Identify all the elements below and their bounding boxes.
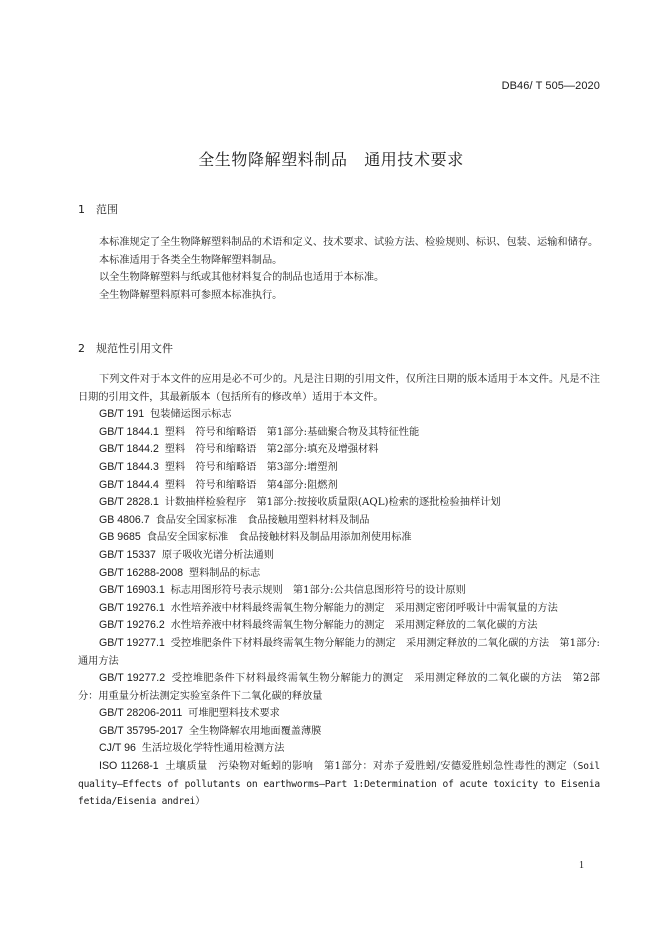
section-title: 范围: [96, 203, 118, 216]
reference-item: [78, 565, 600, 583]
reference-item: [78, 477, 600, 495]
document-title: 全生物降解塑料制品 通用技术要求: [198, 150, 464, 169]
section-number: 1: [78, 203, 85, 216]
reference-code: GB/T 1844.2: [99, 443, 159, 456]
reference-title: 原子吸收光谱分析法通则: [161, 549, 274, 561]
reference-item: [78, 406, 600, 424]
reference-title: 生活垃圾化学特性通用检测方法: [141, 743, 285, 755]
reference-code: GB 9685: [99, 531, 141, 544]
reference-title: 塑料制品的标志: [188, 567, 261, 579]
paragraph: 下列文件对于本文件的应用是必不可少的。凡是注日期的引用文件，仅所注日期的版本适用于本文件。凡是不注日期的引用文件，其最新版本（包括所有的修改单）适用于本文件。: [78, 374, 600, 403]
reference-title: 塑料 符号和缩略语 第3部分:增塑剂: [164, 461, 338, 473]
section-number: 2: [78, 342, 85, 355]
reference-title: 塑料 符号和缩略语 第2部分:填充及增强材料: [164, 444, 379, 456]
paragraph: 本标准适用于各类全生物降解塑料制品。: [99, 254, 283, 266]
reference-code: GB/T 19276.1: [99, 601, 165, 614]
reference-title: 水性培养液中材料最终需氧生物分解能力的测定 采用测定密闭呼吸计中需氧量的方法: [170, 602, 558, 614]
reference-title: 包装储运图示标志: [150, 409, 232, 421]
reference-code: GB/T 16288-2008: [99, 566, 184, 579]
reference-title: 标志用图形符号表示规则 第1部分:公共信息图形符号的设计原则: [170, 585, 466, 597]
reference-title: 受控堆肥条件下材料最终需氧生物分解能力的测定 采用测定释放的二氧化碳的方法 第2部分：用重量分析法测定实验室条件下二氧化碳的释放量: [78, 673, 600, 702]
reference-code: GB/T 28206-2011: [99, 707, 183, 720]
reference-item: [78, 600, 600, 618]
reference-code: GB/T 191: [99, 408, 145, 421]
section-title: 规范性引用文件: [96, 342, 173, 355]
reference-item: [78, 635, 600, 670]
page-number: 1: [579, 860, 584, 871]
section-1-body: [78, 234, 600, 304]
reference-title-close: ）: [195, 796, 206, 808]
reference-title: 食品安全国家标准 食品接触材料及制品用添加剂使用标准: [146, 532, 412, 544]
reference-item: [78, 670, 600, 705]
reference-item: [78, 582, 600, 600]
reference-item: [78, 424, 600, 442]
reference-item: [78, 705, 600, 723]
reference-title: 水性培养液中材料最终需氧生物分解能力的测定 采用测定释放的二氧化碳的方法: [170, 620, 538, 632]
paragraph: 全生物降解塑料原料可参照本标准执行。: [99, 289, 283, 301]
reference-code: GB/T 2828.1: [99, 496, 159, 509]
reference-title: 塑料 符号和缩略语 第4部分:阻燃剂: [164, 479, 338, 491]
section-2-body: [78, 371, 600, 811]
reference-title: 食品安全国家标准 食品接触用塑料材料及制品: [155, 514, 370, 526]
reference-item: [78, 529, 600, 547]
reference-item: [78, 547, 600, 565]
reference-title: 可堆肥塑料技术要求: [188, 708, 280, 720]
reference-code: GB/T 1844.4: [99, 478, 159, 491]
reference-item: [78, 740, 600, 758]
paragraph: 本标准规定了全生物降解塑料制品的术语和定义、技术要求、试验方法、检验规则、标识、包装、运输和储存。: [99, 237, 599, 248]
document-code: DB46/ T 505—2020: [501, 80, 600, 92]
reference-code: GB/T 1844.3: [99, 460, 159, 473]
reference-code: GB/T 19277.2: [99, 672, 166, 685]
reference-item: [78, 758, 600, 811]
reference-code: CJ/T 96: [99, 742, 136, 755]
reference-code: GB/T 19277.1: [99, 636, 165, 649]
reference-code: GB/T 1844.1: [99, 425, 159, 438]
paragraph: 以全生物降解塑料与纸或其他材料复合的制品也适用于本标准。: [99, 272, 385, 284]
reference-list: [78, 406, 600, 811]
section-1-heading: [78, 201, 118, 217]
reference-code: GB/T 15337: [99, 548, 156, 561]
reference-title: 塑料 符号和缩略语 第1部分:基础聚合物及其特征性能: [164, 426, 420, 438]
reference-item: [78, 441, 600, 459]
reference-title: 计数抽样检验程序 第1部分:按接收质量限(AQL)检索的逐批检验抽样计划: [164, 497, 501, 509]
reference-code: GB/T 19276.2: [99, 619, 165, 632]
reference-title: 全生物降解农用地面覆盖薄膜: [188, 725, 322, 737]
reference-item: [78, 617, 600, 635]
reference-item: [78, 459, 600, 477]
reference-title: 受控堆肥条件下材料最终需氧生物分解能力的测定 采用测定释放的二氧化碳的方法 第1部分:通用方法: [78, 637, 600, 667]
reference-item: [78, 723, 600, 741]
reference-code: ISO 11268-1: [99, 760, 159, 773]
reference-item: [78, 494, 600, 512]
reference-title-english: Soil quality—Effects of pollutants on earthworms—Part 1:Determination of acute toxicity to Eisenia fetida/Eisenia andrei: [78, 761, 600, 808]
section-2-heading: [78, 340, 173, 356]
reference-code: GB 4806.7: [99, 513, 150, 526]
reference-item: [78, 512, 600, 530]
reference-code: GB/T 35795-2017: [99, 724, 184, 737]
reference-code: GB/T 16903.1: [99, 584, 165, 597]
reference-title: 土壤质量 污染物对蚯蚓的影响 第1部分：对赤子爱胜蚓/安德爱胜蚓急性毒性的测定（: [165, 761, 578, 773]
